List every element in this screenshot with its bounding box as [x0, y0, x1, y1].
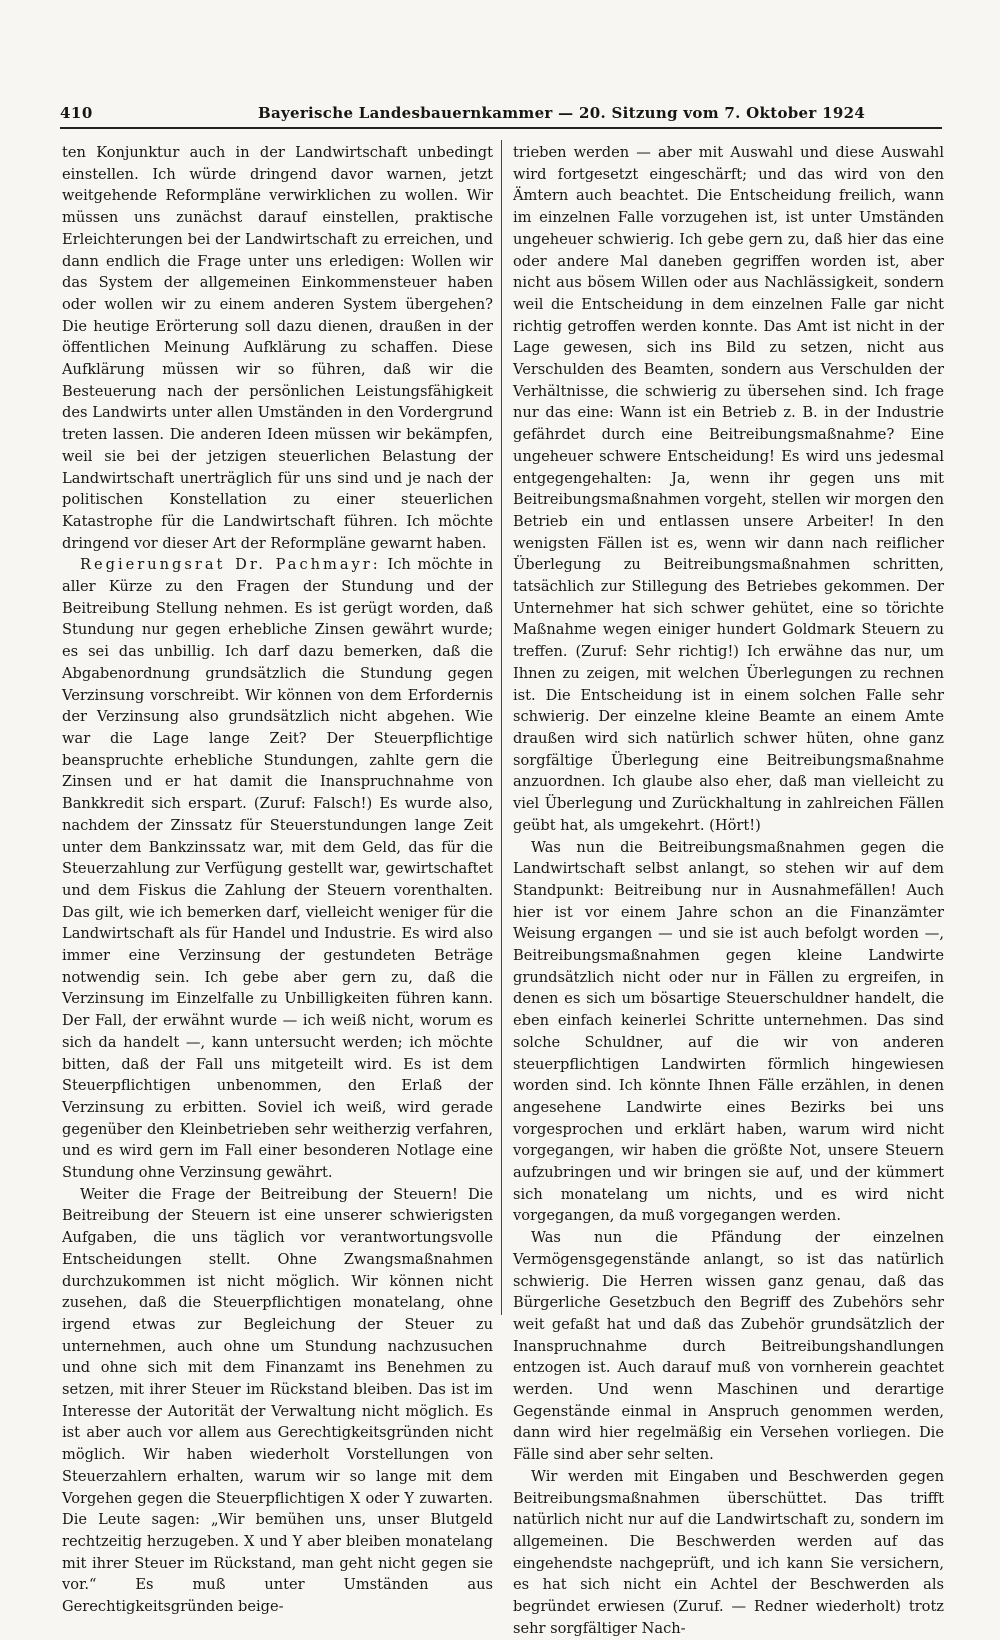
page-header [60, 104, 866, 128]
speaker-name: Regierungsrat Dr. Pachmayr: [80, 556, 381, 574]
page-number: 410 [60, 104, 93, 122]
speech-text: Ich möchte in aller Kürze zu den Fragen der Stundung und der Beitreibung Stellung nehmen. Es ist gerügt worden, daß Stundung nur gegen erhebliche Zinsen gewährt wurde; es sei das unbillig. Ich darf dazu bemerken, daß die Abgabenordnung grundsätzlich die Stundung gegen Verzinsung vorschreibt. Wir können von dem Erfordernis der Verzinsung also grundsätzlich nicht abgehen. Wie war die Lage lange Zeit? Der Steuerpflichtige beanspruchte erhebliche Stundungen, zahlte gern die Zinsen und er hat damit die Inanspruchnahme von Bankkredit sich erspart. (Zuruf: Falsch!) Es wurde also, nachdem der Zinssatz für Steuerstundungen lange Zeit unter dem Bankzinssatz war, mit dem Geld, das für die Steuerzahlung zur Verfügung gestellt war, gewirtschaftet und dem Fiskus die Zahlung der Steuern vorenthalten. Das gilt, wie ich bemerken darf, vielleicht weniger für die Landwirtschaft als für Handel und Industrie. Es wird also immer eine Verzinsung der gestundeten Beträge notwendig sein. Ich gebe aber gern zu, daß die Verzinsung im Einzelfalle zu Unbilligkeiten führen kann. Der Fall, der erwähnt wurde — ich weiß nicht, worum es sich da handelt —, kann untersucht werden; ich möchte bitten, daß der Fall uns mitgeteilt wird. Es ist dem Steuerpflichtigen unbenommen, den Erlaß der Verzinsung zu erbitten. Soviel ich weiß, wird gerade gegenüber den Kleinbetrieben sehr weitherzig verfahren, und es wird gern im Fall einer besonderen Notlage eine Stundung ohne Verzinsung gewährt. [62, 556, 493, 1182]
column-divider [501, 140, 502, 1315]
paragraph: ten Konjunktur auch in der Landwirtschaft unbedingt einstellen. Ich würde dringend davor warnen, jetzt weitgehende Reformpläne verwirklichen zu wollen. Wir müssen uns zunächst darauf einstellen, praktische Erleichterungen bei der Landwirtschaft zu erreichen, und dann endlich die Frage unter uns erledigen: Wollen wir das System der allgemeinen Einkommensteuer haben oder wollen wir zu einem anderen System übergehen? Die heutige Erörterung soll dazu dienen, draußen in der öffentlichen Meinung Aufklärung zu schaffen. Diese Aufklärung müssen wir so führen, daß wir die Besteuerung nach der persönlichen Leistungsfähigkeit des Landwirts unter allen Umständen in den Vordergrund treten lassen. Die anderen Ideen müssen wir bekämpfen, weil sie bei der jetzigen steuerlichen Belastung der Landwirtschaft unerträglich für uns sind und je nach der politischen Konstellation zu einer steuerlichen Katastrophe für die Landwirtschaft führen. Ich möchte dringend vor dieser Art der Reformpläne gewarnt haben. [62, 144, 493, 552]
left-column [62, 142, 493, 1618]
header-rule [60, 127, 942, 129]
right-column [513, 142, 944, 1640]
paragraph: Was nun die Beitreibungsmaßnahmen gegen die Landwirtschaft selbst anlangt, so stehen wir auf dem Standpunkt: Beitreibung nur in Ausnahmefällen! Auch hier ist vor einem Jahre schon an die Finanzämter Weisung ergangen — und sie ist auch befolgt worden —, Beitreibungsmaßnahmen gegen kleine Landwirte grundsätzlich nicht oder nur in Fällen zu ergreifen, in denen es sich um bösartige Steuerschuldner handelt, die eben einfach keinerlei Schritte unternehmen. Das sind solche Schuldner, auf die wir von anderen steuerpflichtigen Landwirten förmlich hingewiesen worden sind. Ich könnte Ihnen Fälle erzählen, in denen angesehene Landwirte eines Bezirks bei uns vorgesprochen und erklärt haben, warum wird nicht vorgegangen, wir haben die größte Not, unsere Steuern aufzubringen und wir bringen sie auf, und der kümmert sich monatelang um nichts, und es wird nicht vorgegangen, da muß vorgegangen werden. [513, 838, 944, 1225]
paragraph [62, 554, 493, 1183]
paragraph: Wir werden mit Eingaben und Beschwerden gegen Beitreibungsmaßnahmen überschüttet. Das trifft natürlich nicht nur auf die Landwirtschaft zu, sondern im allgemeinen. Die Beschwerden werden auf das eingehendste nachgeprüft, und ich kann Sie versichern, es hat sich nicht ein Achtel der Beschwerden als begründet erwiesen (Zuruf. — Redner wiederholt) trotz sehr sorgfältiger Nach- [513, 1467, 944, 1637]
running-title: Bayerische Landesbauernkammer — 20. Sitzung vom 7. Oktober 1924 [258, 104, 866, 122]
paragraph: Was nun die Pfändung der einzelnen Vermögensgegenstände anlangt, so ist das natürlich schwierig. Die Herren wissen ganz genau, daß das Bürgerliche Gesetzbuch den Begriff des Zubehörs sehr weit gefaßt hat und daß das Zubehör grundsätzlich der Inanspruchnahme durch Beitreibungshandlungen entzogen ist. Auch darauf muß von vornherein geachtet werden. Und wenn Maschinen und derartige Gegenstände einmal in Anspruch genommen werden, dann wird hier regelmäßig ein Versehen vorliegen. Die Fälle sind aber sehr selten. [513, 1229, 944, 1464]
paragraph: trieben werden — aber mit Auswahl und diese Auswahl wird fortgesetzt eingeschärft; und das wird von den Ämtern auch beachtet. Die Entscheidung freilich, wann im einzelnen Falle vorzugehen ist, ist unter Umständen ungeheuer schwierig. Ich gebe gern zu, daß hier das eine oder andere Mal daneben gegriffen worden ist, aber nicht aus bösem Willen oder aus Nachlässigkeit, sondern weil die Entscheidung in dem einzelnen Falle gar nicht richtig getroffen werden konnte. Das Amt ist nicht in der Lage gewesen, sich ins Bild zu setzen, nicht aus Verschulden des Beamten, sondern aus Verschulden der Verhältnisse, die schwierig zu übersehen sind. Ich frage nur das eine: Wann ist ein Betrieb z. B. in der Industrie gefährdet durch eine Beitreibungsmaßnahme? Eine ungeheuer schwere Entscheidung! Es wird uns jedesmal entgegengehalten: Ja, wenn ihr gegen uns mit Beitreibungsmaßnahmen vorgeht, stellen wir morgen den Betrieb ein und entlassen unsere Arbeiter! In den wenigsten Fällen ist es, wenn wir dann nach reiflicher Überlegung zu Beitreibungsmaßnahmen schritten, tatsächlich zur Stillegung des Betriebes gekommen. Der Unternehmer hat sich schwer gehütet, eine so törichte Maßnahme wegen einiger hundert Goldmark Steuern zu treffen. (Zuruf: Sehr richtig!) Ich erwähne das nur, um Ihnen zu zeigen, mit welchen Überlegungen zu rechnen ist. Die Entscheidung ist in einem solchen Falle sehr schwierig. Der einzelne kleine Beamte an einem Amte draußen wird sich natürlich schwer hüten, ohne ganz sorgfältige Überlegung eine Beitreibungsmaßnahme anzuordnen. Ich glaube also eher, daß man vielleicht zu viel Überlegung und Zurückhaltung in zahlreichen Fällen geübt hat, als umgekehrt. (Hört!) [513, 144, 944, 834]
paragraph: Weiter die Frage der Beitreibung der Steuern! Die Beitreibung der Steuern ist eine unserer schwierigsten Aufgaben, die uns täglich vor verantwortungsvolle Entscheidungen stellt. Ohne Zwangsmaßnahmen durchzukommen ist nicht möglich. Wir können nicht zusehen, daß die Steuerpflichtigen monatelang, ohne irgend etwas zur Begleichung der Steuer zu unternehmen, auch ohne um Stundung nachzusuchen und ohne sich mit dem Finanzamt ins Benehmen zu setzen, mit ihrer Steuer im Rückstand bleiben. Das ist im Interesse der Autorität der Verwaltung nicht möglich. Es ist aber auch vor allem aus Gerechtigkeitsgründen nicht möglich. Wir haben wiederholt Vorstellungen von Steuerzahlern erhalten, warum wir so lange mit dem Vorgehen gegen die Steuerpflichtigen X oder Y zuwarten. Die Leute sagen: „Wir bemühen uns, unser Blutgeld rechtzeitig herzugeben. X und Y aber bleiben monatelang mit ihrer Steuer im Rückstand, man geht nicht gegen sie vor.“ Es muß unter Umständen aus Gerechtigkeitsgründen beige- [62, 1185, 493, 1616]
